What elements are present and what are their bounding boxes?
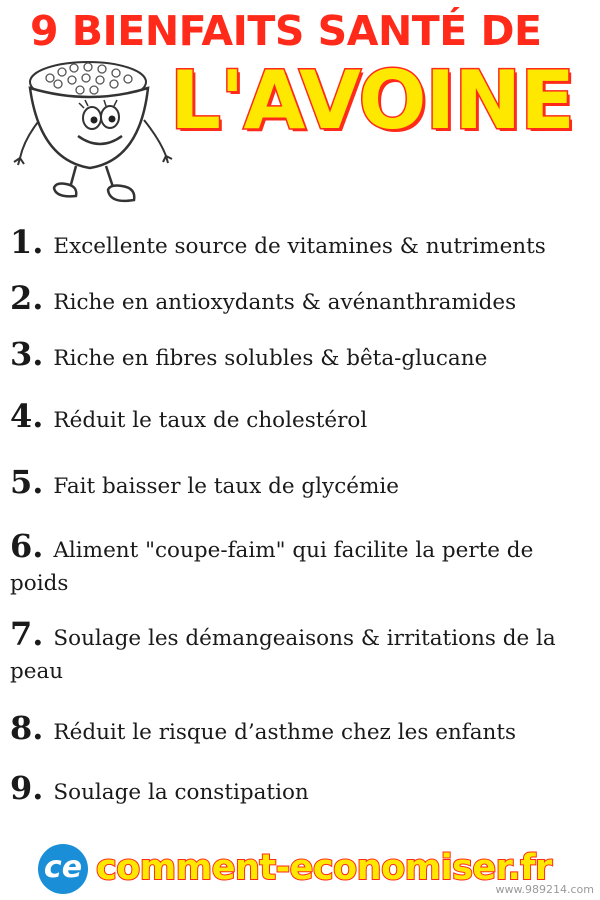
benefit-text: Réduit le taux de cholestérol [53,408,368,433]
benefit-text: Soulage la constipation [53,780,309,805]
benefit-item [10,335,598,375]
brand-logo-icon: ce [38,844,88,894]
title-line-2: L'AVOINE [170,54,574,147]
benefit-item [10,463,598,503]
benefit-number: 5. [10,463,44,501]
benefit-number: 7. [10,615,44,653]
benefit-number: 3. [10,335,44,373]
benefit-text: Riche en fibres solubles & bêta-glucane [53,346,488,371]
benefit-text: Réduit le risque d’asthme chez les enfants [53,720,517,745]
benefit-item [10,279,598,319]
site-link[interactable]: comment-economiser.fr [96,848,552,888]
benefit-number: 8. [10,709,44,747]
benefit-number: 2. [10,279,44,317]
benefit-number: 9. [10,769,44,807]
benefit-text: Riche en antioxydants & avénanthramides [53,290,517,315]
benefit-text: Aliment "coupe-faim" qui facilite la perte de poids [10,538,534,596]
title-line-1: 9 BIENFAITS SANTÉ DE [30,7,542,55]
benefit-text: Fait baisser le taux de glycémie [53,474,399,499]
benefit-number: 1. [10,223,44,261]
benefit-item [10,769,598,809]
watermark: www.989214.com [495,883,594,896]
benefit-item [10,527,598,600]
oat-bowl-mascot-icon [10,40,210,220]
benefit-item [10,397,598,437]
benefit-text: Excellente source de vitamines & nutriments [53,234,546,259]
benefit-number: 4. [10,397,44,435]
benefit-item [10,223,598,263]
benefit-number: 6. [10,527,44,565]
benefit-item [10,615,598,688]
benefit-text: Soulage les démangeaisons & irritations de la peau [10,626,556,684]
benefit-item [10,709,598,749]
